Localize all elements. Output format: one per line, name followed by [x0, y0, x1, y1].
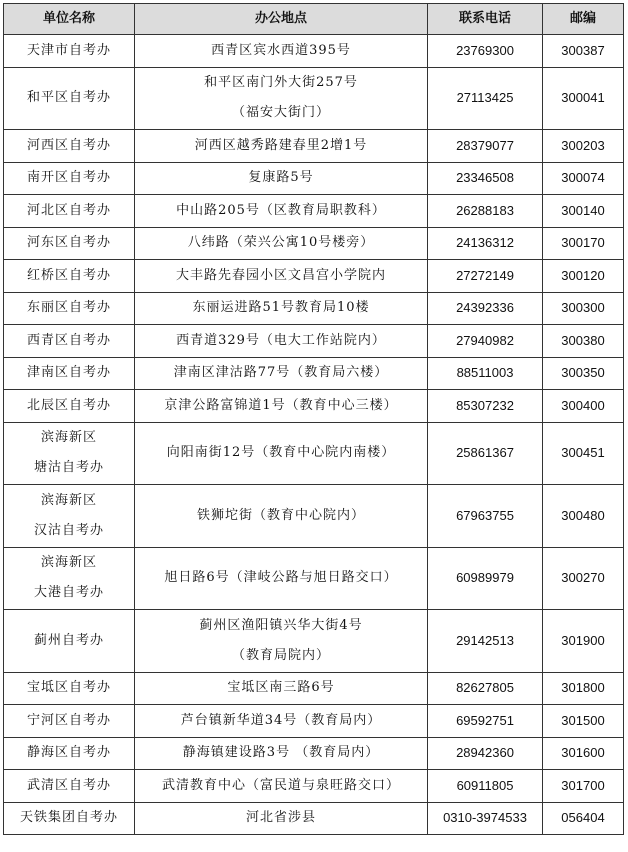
unit-cell — [4, 610, 135, 673]
address-cell — [135, 162, 428, 195]
address-cell — [135, 770, 428, 803]
unit-cell-line: 汉沽自考办 — [33, 522, 104, 538]
unit-cell-line: 北辰区自考办 — [26, 397, 111, 413]
table-row — [4, 67, 624, 130]
postcode-cell: 300480 — [543, 485, 624, 548]
address-cell — [135, 547, 428, 610]
address-cell-line: 宝坻区南三路6号 — [227, 680, 335, 696]
postcode-cell: 056404 — [543, 802, 624, 835]
unit-cell — [4, 130, 135, 163]
phone-cell: 88511003 — [428, 357, 543, 390]
table-row — [4, 610, 624, 673]
phone-cell: 25861367 — [428, 422, 543, 485]
unit-cell-line: 河东区自考办 — [26, 235, 111, 251]
unit-cell-line: 武清区自考办 — [26, 777, 111, 793]
unit-cell — [4, 357, 135, 390]
address-cell-line: 芦台镇新华道34号（教育局内） — [180, 712, 382, 728]
unit-cell-line: 河北区自考办 — [26, 202, 111, 218]
phone-cell: 69592751 — [428, 705, 543, 738]
table-row — [4, 737, 624, 770]
address-cell — [135, 325, 428, 358]
address-cell — [135, 672, 428, 705]
unit-cell — [4, 35, 135, 68]
address-cell-line: 大丰路先春园小区文昌宫小学院内 — [175, 267, 386, 283]
postcode-cell: 300120 — [543, 260, 624, 293]
table-row — [4, 672, 624, 705]
address-cell-line: 京津公路富锦道1号（教育中心三楼） — [164, 397, 398, 413]
address-cell-line: 津南区津沽路77号（教育局六楼） — [173, 365, 389, 381]
postcode-cell: 300170 — [543, 227, 624, 260]
header-unit: 单位名称 — [4, 4, 135, 35]
address-cell-line: 和平区南门外大街257号 — [204, 75, 358, 91]
table-row — [4, 292, 624, 325]
table-row — [4, 485, 624, 548]
postcode-cell: 300387 — [543, 35, 624, 68]
header-phone: 联系电话 — [428, 4, 543, 35]
address-cell — [135, 227, 428, 260]
phone-cell: 28379077 — [428, 130, 543, 163]
unit-cell — [4, 422, 135, 485]
unit-cell-line: 滨海新区 — [40, 555, 97, 571]
unit-cell-line: 天津市自考办 — [26, 42, 111, 58]
address-cell-line: 向阳南街12号（教育中心院内南楼） — [166, 445, 396, 461]
unit-cell — [4, 162, 135, 195]
address-cell — [135, 130, 428, 163]
address-cell-line: 铁狮坨街（教育中心院内） — [196, 507, 365, 523]
table-row — [4, 195, 624, 228]
address-cell-line: （教育局院内） — [231, 647, 330, 663]
phone-cell: 60911805 — [428, 770, 543, 803]
header-postcode: 邮编 — [543, 4, 624, 35]
postcode-cell: 301700 — [543, 770, 624, 803]
unit-cell — [4, 67, 135, 130]
unit-cell — [4, 485, 135, 548]
address-cell — [135, 485, 428, 548]
office-table — [3, 3, 624, 835]
unit-cell-line: 塘沽自考办 — [33, 460, 104, 476]
table-row — [4, 162, 624, 195]
address-cell-line: 西青区宾水西道395号 — [211, 42, 351, 58]
header-row — [4, 4, 624, 35]
address-cell-line: 蓟州区渔阳镇兴华大街4号 — [199, 617, 363, 633]
phone-cell: 24136312 — [428, 227, 543, 260]
unit-cell — [4, 770, 135, 803]
table-row — [4, 705, 624, 738]
unit-cell-line: 宝坻区自考办 — [26, 680, 111, 696]
address-cell-line: 东丽运进路51号教育局10楼 — [192, 300, 370, 316]
phone-cell: 24392336 — [428, 292, 543, 325]
table-row — [4, 227, 624, 260]
unit-cell-line: 静海区自考办 — [26, 745, 111, 761]
address-cell-line: （福安大街门） — [231, 105, 330, 121]
phone-cell: 28942360 — [428, 737, 543, 770]
unit-cell — [4, 325, 135, 358]
postcode-cell: 300400 — [543, 390, 624, 423]
postcode-cell: 301900 — [543, 610, 624, 673]
address-cell — [135, 705, 428, 738]
address-cell — [135, 357, 428, 390]
unit-cell-line: 津南区自考办 — [26, 365, 111, 381]
postcode-cell: 300140 — [543, 195, 624, 228]
address-cell-line: 河西区越秀路建春里2增1号 — [194, 137, 368, 153]
postcode-cell: 300350 — [543, 357, 624, 390]
table-body — [4, 35, 624, 835]
table-row — [4, 130, 624, 163]
address-cell — [135, 422, 428, 485]
table-row — [4, 325, 624, 358]
postcode-cell: 300041 — [543, 67, 624, 130]
table-row — [4, 422, 624, 485]
address-cell — [135, 292, 428, 325]
address-cell-line: 武清教育中心（富民道与泉旺路交口） — [161, 777, 400, 793]
unit-cell-line: 大港自考办 — [33, 585, 104, 601]
unit-cell-line: 西青区自考办 — [26, 332, 111, 348]
phone-cell: 85307232 — [428, 390, 543, 423]
address-cell-line: 复康路5号 — [248, 170, 314, 186]
unit-cell — [4, 390, 135, 423]
postcode-cell: 301500 — [543, 705, 624, 738]
table-row — [4, 357, 624, 390]
table-row — [4, 770, 624, 803]
phone-cell: 26288183 — [428, 195, 543, 228]
unit-cell — [4, 227, 135, 260]
phone-cell: 27113425 — [428, 67, 543, 130]
postcode-cell: 301600 — [543, 737, 624, 770]
address-cell-line: 八纬路（荣兴公寓10号楼旁） — [187, 235, 375, 251]
address-cell — [135, 390, 428, 423]
postcode-cell: 300300 — [543, 292, 624, 325]
postcode-cell: 300451 — [543, 422, 624, 485]
address-cell — [135, 610, 428, 673]
unit-cell-line: 红桥区自考办 — [26, 267, 111, 283]
phone-cell: 82627805 — [428, 672, 543, 705]
unit-cell-line: 天铁集团自考办 — [19, 810, 118, 826]
table-row — [4, 35, 624, 68]
unit-cell-line: 东丽区自考办 — [26, 300, 111, 316]
postcode-cell: 300203 — [543, 130, 624, 163]
unit-cell — [4, 292, 135, 325]
postcode-cell: 300074 — [543, 162, 624, 195]
postcode-cell: 300270 — [543, 547, 624, 610]
unit-cell — [4, 705, 135, 738]
unit-cell-line: 南开区自考办 — [26, 170, 111, 186]
postcode-cell: 300380 — [543, 325, 624, 358]
address-cell-line: 静海镇建设路3号 （教育局内） — [182, 745, 380, 761]
unit-cell-line: 宁河区自考办 — [26, 712, 111, 728]
unit-cell-line: 滨海新区 — [40, 492, 97, 508]
address-cell-line: 西青道329号（电大工作站院内） — [176, 332, 386, 348]
phone-cell: 23769300 — [428, 35, 543, 68]
table-row — [4, 260, 624, 293]
phone-cell: 0310-3974533 — [428, 802, 543, 835]
phone-cell: 27940982 — [428, 325, 543, 358]
phone-cell: 27272149 — [428, 260, 543, 293]
address-cell-line: 中山路205号（区教育局职教科） — [176, 202, 386, 218]
address-cell — [135, 195, 428, 228]
table-row — [4, 547, 624, 610]
phone-cell: 60989979 — [428, 547, 543, 610]
unit-cell — [4, 547, 135, 610]
phone-cell: 29142513 — [428, 610, 543, 673]
header-address: 办公地点 — [135, 4, 428, 35]
unit-cell — [4, 672, 135, 705]
table-row — [4, 390, 624, 423]
phone-cell: 23346508 — [428, 162, 543, 195]
address-cell — [135, 737, 428, 770]
address-cell — [135, 260, 428, 293]
phone-cell: 67963755 — [428, 485, 543, 548]
unit-cell — [4, 260, 135, 293]
address-cell — [135, 67, 428, 130]
unit-cell — [4, 737, 135, 770]
unit-cell-line: 蓟州自考办 — [33, 632, 104, 648]
unit-cell-line: 和平区自考办 — [26, 90, 111, 106]
unit-cell-line: 河西区自考办 — [26, 137, 111, 153]
address-cell-line: 河北省涉县 — [245, 810, 316, 826]
unit-cell — [4, 802, 135, 835]
table-row — [4, 802, 624, 835]
address-cell — [135, 802, 428, 835]
unit-cell-line: 滨海新区 — [40, 430, 97, 446]
address-cell-line: 旭日路6号（津岐公路与旭日路交口） — [164, 570, 398, 586]
postcode-cell: 301800 — [543, 672, 624, 705]
unit-cell — [4, 195, 135, 228]
address-cell — [135, 35, 428, 68]
